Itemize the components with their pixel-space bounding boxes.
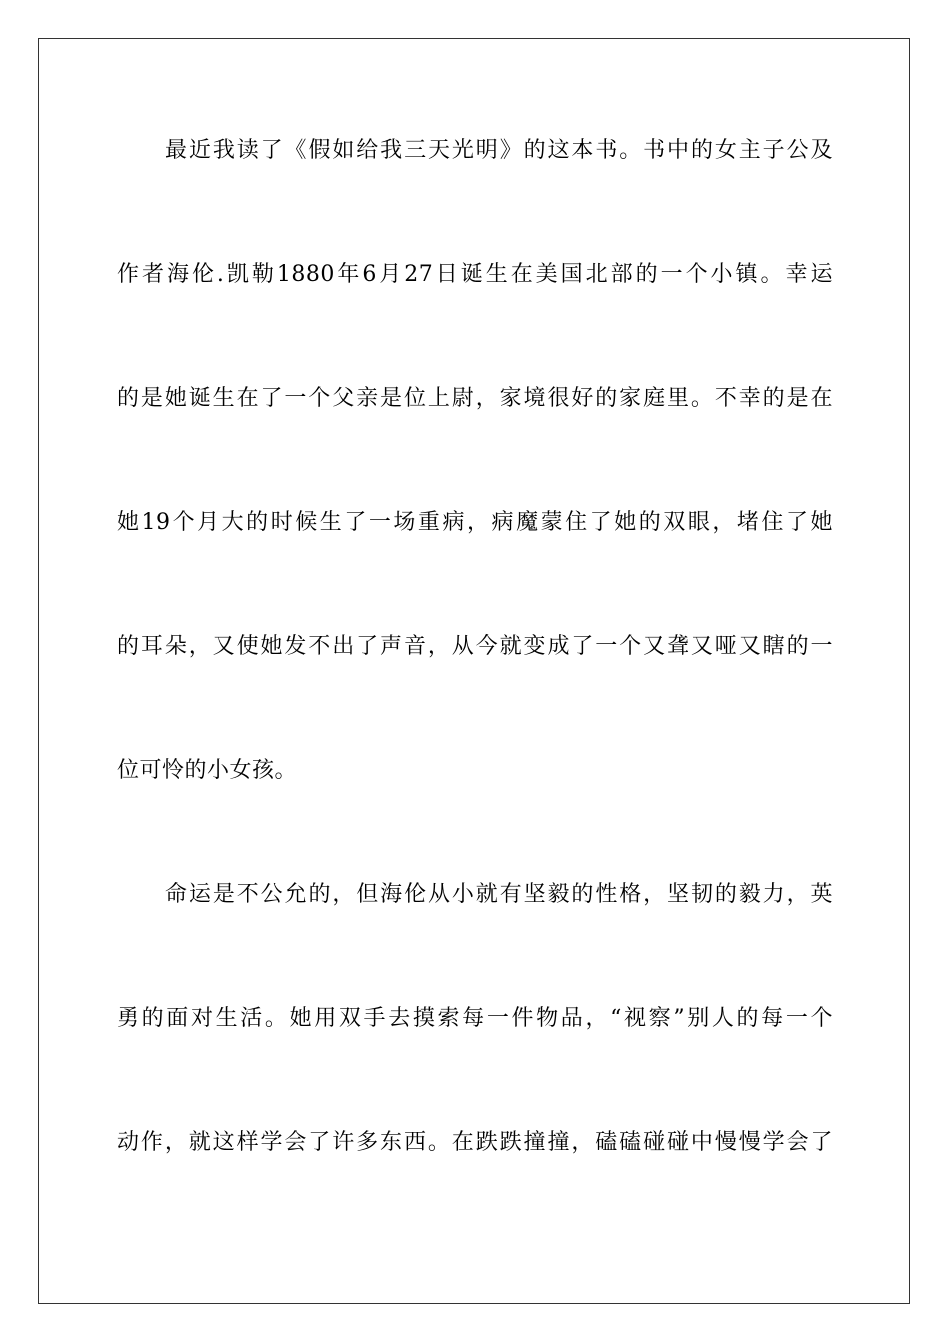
paragraph-2-line-3: 动作，就这样学会了许多东西。在跌跌撞撞，磕磕碰碰中慢慢学会了: [117, 1130, 833, 1155]
paragraph-1-line-2: 作者海伦.凯勒1880年6月27日诞生在美国北部的一个小镇。幸运: [117, 262, 833, 287]
paragraph-2-line-2: 勇的面对生活。她用双手去摸索每一件物品，“视察”别人的每一个: [117, 1006, 833, 1031]
paragraph-1-line-3: 的是她诞生在了一个父亲是位上尉，家境很好的家庭里。不幸的是在: [117, 386, 833, 411]
page-border: [38, 38, 910, 1304]
paragraph-2-line-1: 命运是不公允的，但海伦从小就有坚毅的性格，坚韧的毅力，英: [165, 882, 833, 907]
paragraph-1-line-6: 位可怜的小女孩。: [117, 758, 298, 783]
paragraph-1-line-5: 的耳朵，又使她发不出了声音，从今就变成了一个又聋又哑又瞎的一: [117, 634, 833, 659]
paragraph-1-line-1: 最近我读了《假如给我三天光明》的这本书。书中的女主子公及: [165, 138, 833, 163]
paragraph-1-line-4: 她19个月大的时候生了一场重病，病魔蒙住了她的双眼，堵住了她: [117, 510, 833, 535]
